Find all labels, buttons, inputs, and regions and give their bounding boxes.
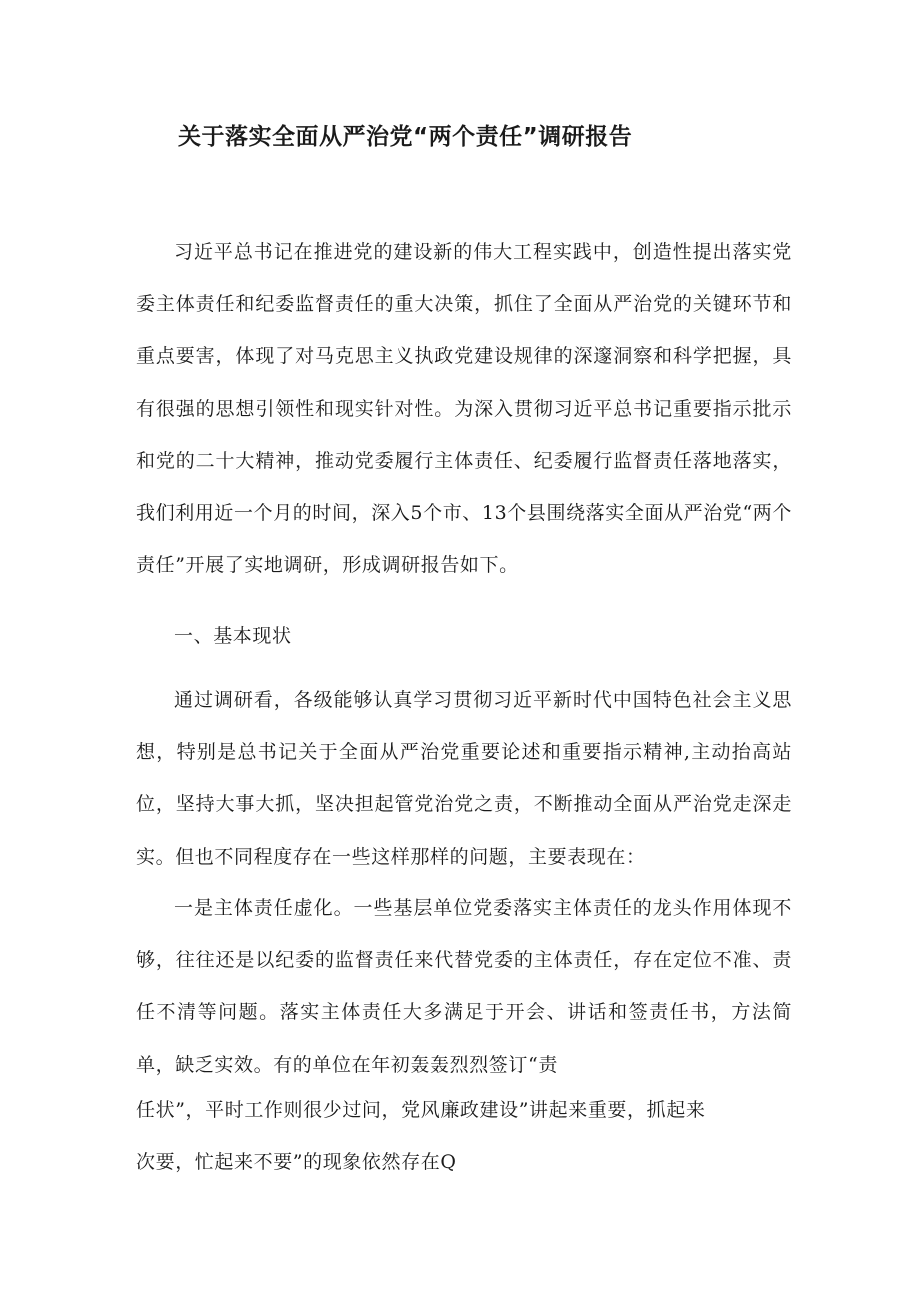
point-paragraph-line: 任状”，平时工作则很少过问，党风廉政建设”讲起来重要，抓起来 xyxy=(136,1099,706,1121)
intro-paragraph: 习近平总书记在推进党的建设新的伟大工程实践中，创造性提出落实党委主体责任和纪委监督责任的重大决策，抓住了全面从严治党的关键环节和重点要害，体现了对马克思主义执政党建设规律的深邃洞察和科学把握，具有很强的思想引领性和现实针对性。为深入贯彻习近平总书记重要指示批示和党的二十大精神，推动党委履行主体责任、纪委履行监督责任落地落实，我们利用近一个月的时间，深入5个市、13个县围绕落实全面从严治党“两个责任”开展了实地调研，形成调研报告如下。 xyxy=(136,241,792,577)
point-paragraph: 一是主体责任虚化。一些基层单位党委落实主体责任的龙头作用体现不够，往往还是以纪委的监督责任来代替党委的主体责任，存在定位不准、责任不清等问题。落实主体责任大多满足于开会、讲话和签责任书，方法简单，缺乏实效。有的单位在年初轰轰烈烈签订“责 xyxy=(136,897,792,1076)
point-paragraph-line: 次要，忙起来不要”的现象依然存在Q xyxy=(136,1151,457,1173)
section-heading: 一、基本现状 xyxy=(174,625,292,647)
section-paragraph: 通过调研看，各级能够认真学习贯彻习近平新时代中国特色社会主义思想，特别是总书记关于全面从严治党重要论述和重要指示精神,主动抬高站位，坚持大事大抓，坚决担起管党治党之责，不断推动全面从严治党走深走实。但也不同程度存在一些这样那样的问题，主要表现在： xyxy=(136,689,792,868)
document-title: 关于落实全面从严治党“两个责任”调研报告 xyxy=(178,124,633,150)
